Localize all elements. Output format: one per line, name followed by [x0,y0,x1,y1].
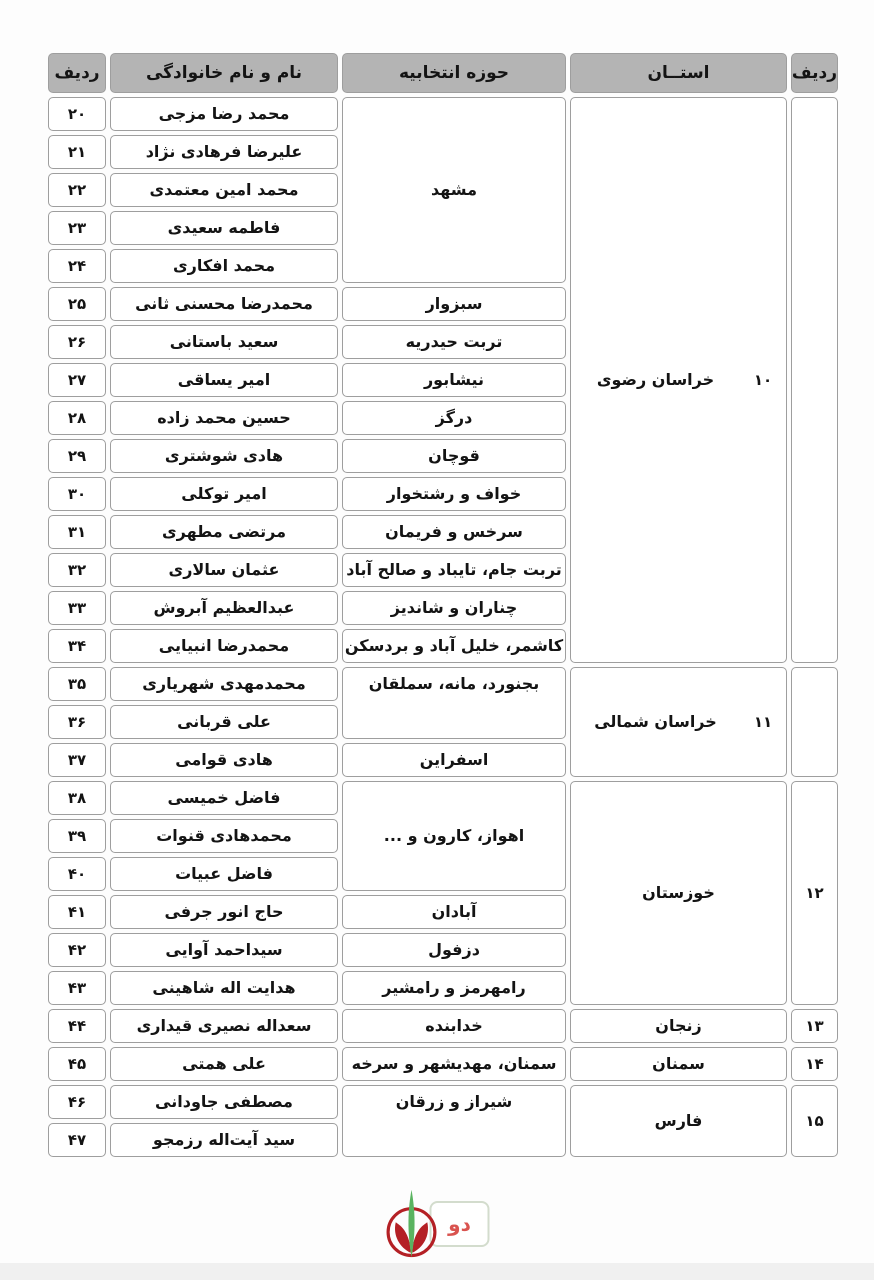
footer-badge-label: دو [448,1212,471,1236]
province-name: خوزستان [642,883,715,902]
district-cell: رامهرمز و رامشیر [342,971,566,1005]
candidate-name: محمدهادی قنوات [110,819,338,853]
district-cell: خدابنده [342,1009,566,1043]
candidate-row-number: ۳۹ [48,819,106,853]
candidate-row-number: ۴۲ [48,933,106,967]
province-cell [570,1009,787,1043]
district-cell: چناران و شاندیز [342,591,566,625]
candidate-row-number: ۳۰ [48,477,106,511]
header-province: استــان [570,53,787,93]
candidate-name: محمدمهدی شهریاری [110,667,338,701]
candidate-name: محمد رضا مزجی [110,97,338,131]
district-cell: خواف و رشتخوار [342,477,566,511]
candidate-name: حسین محمد زاده [110,401,338,435]
district-cell: تربت حیدریه [342,325,566,359]
district-cell: سمنان، مهدیشهر و سرخه [342,1047,566,1081]
district-cell: آبادان [342,895,566,929]
district-cell: درگز [342,401,566,435]
province-cell [570,97,787,663]
district-cell: دزفول [342,933,566,967]
district-cell: اسفراین [342,743,566,777]
candidate-name: مرتضی مطهری [110,515,338,549]
candidate-name: عبدالعظیم آبروش [110,591,338,625]
candidate-name: امیر یساقی [110,363,338,397]
district-cell: شیراز و زرقان [342,1085,566,1157]
candidate-name: هادی شوشتری [110,439,338,473]
district-cell: سرخس و فریمان [342,515,566,549]
bottom-strip [0,1263,874,1280]
candidate-row-number: ۴۷ [48,1123,106,1157]
candidate-name: محمدرضا محسنی ثانی [110,287,338,321]
province-row-number-cell [791,97,838,663]
header-row-number-left: ردیف [48,53,106,93]
district-cell: سبزوار [342,287,566,321]
district-cell: نیشابور [342,363,566,397]
candidate-row-number: ۳۲ [48,553,106,587]
candidate-name: سعداله نصیری قیداری [110,1009,338,1043]
province-cell [570,1047,787,1081]
candidate-row-number: ۳۵ [48,667,106,701]
candidate-row-number: ۴۶ [48,1085,106,1119]
candidate-name: سعید باستانی [110,325,338,359]
candidate-row-number: ۳۱ [48,515,106,549]
candidate-row-number: ۴۰ [48,857,106,891]
candidate-row-number: ۲۹ [48,439,106,473]
candidate-name: مصطفی جاودانی [110,1085,338,1119]
footer-logo [385,1188,490,1260]
candidate-row-number: ۲۵ [48,287,106,321]
candidate-row-number: ۲۳ [48,211,106,245]
candidate-row-number: ۴۱ [48,895,106,929]
candidate-name: حاج انور جرفی [110,895,338,929]
district-cell: اهواز، کارون و ... [342,781,566,891]
province-row-number-cell: ۱۲ [791,781,838,1005]
candidate-name: محمد افکاری [110,249,338,283]
candidate-name: فاطمه سعیدی [110,211,338,245]
province-name: خراسان شمالی [594,712,717,731]
district-cell: قوچان [342,439,566,473]
candidate-row-number: ۲۶ [48,325,106,359]
province-name: سمنان [652,1054,705,1073]
province-row-number-cell [791,667,838,777]
candidate-row-number: ۴۳ [48,971,106,1005]
candidate-name: علیرضا فرهادی نژاد [110,135,338,169]
candidate-name: فاضل خمیسی [110,781,338,815]
province-row-number-inline: ۱۰ [753,370,773,389]
header-row-number-right: ردیف [791,53,838,93]
candidate-row-number: ۳۷ [48,743,106,777]
candidate-row-number: ۳۶ [48,705,106,739]
header-full-name: نام و نام خانوادگی [110,53,338,93]
province-name: خراسان رضوی [596,370,715,389]
candidate-row-number: ۲۴ [48,249,106,283]
province-row-number-cell: ۱۵ [791,1085,838,1157]
candidate-name: فاضل عبیات [110,857,338,891]
district-cell: کاشمر، خلیل آباد و بردسکن [342,629,566,663]
candidate-name: محمد امین معتمدی [110,173,338,207]
candidate-name: امیر توکلی [110,477,338,511]
candidate-name: سیداحمد آوایی [110,933,338,967]
province-name: فارس [654,1111,703,1130]
candidate-name: هادی قوامی [110,743,338,777]
candidate-row-number: ۴۵ [48,1047,106,1081]
province-name: زنجان [655,1016,702,1035]
header-electoral-district: حوزه انتخابیه [342,53,566,93]
district-cell: تربت جام، تایباد و صالح آباد [342,553,566,587]
footer-badge [430,1201,490,1247]
candidate-row-number: ۲۷ [48,363,106,397]
candidate-name: عثمان سالاری [110,553,338,587]
candidate-name: علی همتی [110,1047,338,1081]
province-cell [570,1085,787,1157]
candidate-row-number: ۳۴ [48,629,106,663]
district-cell: مشهد [342,97,566,283]
province-row-number-inline: ۱۱ [753,712,773,731]
province-cell [570,781,787,1005]
candidate-row-number: ۳۸ [48,781,106,815]
candidate-row-number: ۳۳ [48,591,106,625]
candidate-row-number: ۲۰ [48,97,106,131]
province-row-number-cell: ۱۳ [791,1009,838,1043]
candidate-row-number: ۲۸ [48,401,106,435]
candidate-name: محمدرضا انبیایی [110,629,338,663]
party-emblem-icon [385,1188,439,1260]
candidate-name: سید آیت‌اله رزمجو [110,1123,338,1157]
candidate-row-number: ۲۲ [48,173,106,207]
province-row-number-cell: ۱۴ [791,1047,838,1081]
candidate-row-number: ۴۴ [48,1009,106,1043]
candidate-name: هدایت اله شاهینی [110,971,338,1005]
district-cell: بجنورد، مانه، سملقان [342,667,566,739]
candidate-name: علی قربانی [110,705,338,739]
province-cell [570,667,787,777]
candidates-table [48,53,838,1157]
candidate-row-number: ۲۱ [48,135,106,169]
